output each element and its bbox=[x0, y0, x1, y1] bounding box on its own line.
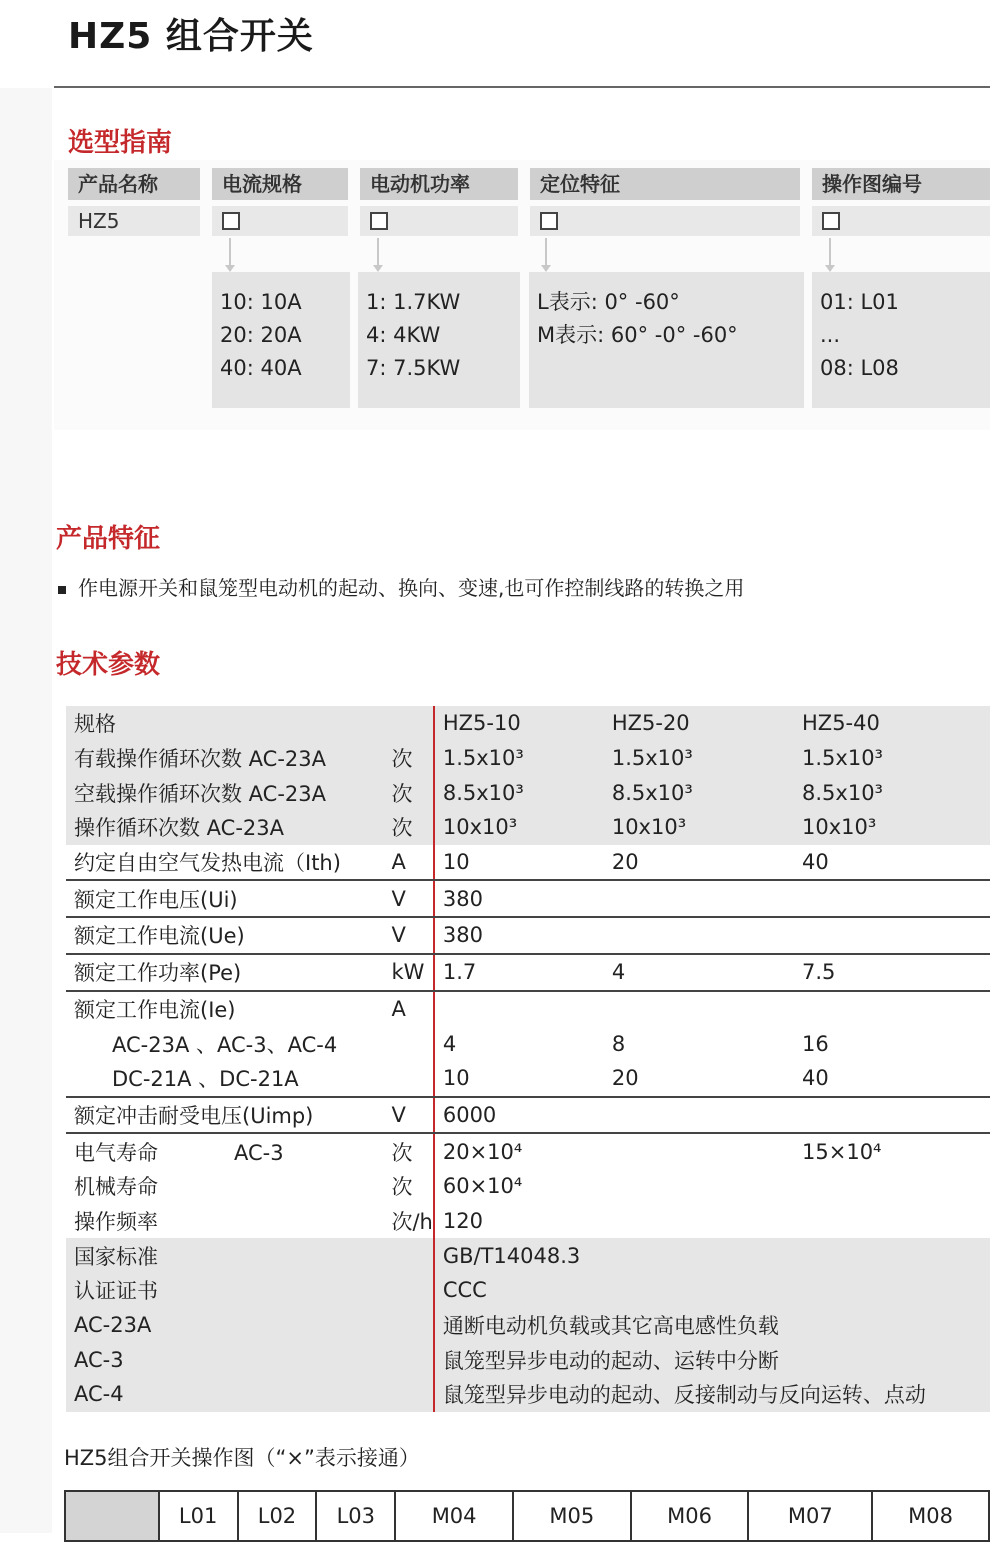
spec-value bbox=[604, 1133, 794, 1169]
option-item: 7: 7.5KW bbox=[366, 356, 461, 380]
operation-table bbox=[64, 1490, 990, 1542]
down-arrow-icon bbox=[829, 238, 831, 270]
spec-label: 空载操作循环次数 AC-23A bbox=[66, 775, 391, 810]
model-header: HZ5-20 bbox=[604, 706, 794, 741]
spec-value: 40 bbox=[794, 1061, 990, 1097]
spec-label-text: 电气寿命 bbox=[74, 1140, 158, 1165]
table-row bbox=[66, 1238, 990, 1273]
spec-value: 10x10³ bbox=[604, 810, 794, 845]
spec-value: CCC bbox=[434, 1273, 990, 1308]
spec-label: 操作频率 bbox=[74, 1209, 158, 1234]
spec-label: AC-23A 、AC-3、AC-4 bbox=[112, 1032, 338, 1057]
spec-unit bbox=[391, 1026, 433, 1061]
guide-header-power: 电动机功率 bbox=[360, 168, 518, 200]
model-header: HZ5-40 bbox=[794, 706, 990, 741]
option-item: M表示: 60° -0° -60° bbox=[537, 323, 738, 347]
spec-value: 15×10⁴ bbox=[802, 1139, 882, 1164]
spec-value bbox=[604, 880, 794, 917]
checkbox-placeholder-icon bbox=[370, 212, 388, 230]
spec-value bbox=[794, 1169, 990, 1204]
spec-value: 通断电动机负载或其它高电感性负载 bbox=[434, 1308, 990, 1343]
table-row bbox=[66, 1097, 990, 1134]
spec-label: 额定工作电流(Ue) bbox=[66, 917, 391, 954]
spec-value: 1.5x10³ bbox=[434, 741, 604, 776]
spec-value bbox=[604, 917, 794, 954]
spec-value: 4 bbox=[604, 954, 794, 991]
checkbox-placeholder-icon bbox=[540, 212, 558, 230]
down-arrow-icon bbox=[229, 238, 231, 270]
spec-value: 10 bbox=[434, 845, 604, 881]
spec-value bbox=[794, 917, 990, 954]
spec-unit bbox=[391, 1238, 433, 1273]
spec-unit: V bbox=[391, 917, 433, 954]
page-title: HZ5 组合开关 bbox=[68, 16, 314, 57]
spec-label: 操作循环次数 AC-23A bbox=[66, 810, 391, 845]
spec-value: 8.5x10³ bbox=[604, 775, 794, 810]
table-row bbox=[66, 1169, 990, 1204]
operation-header-row bbox=[65, 1491, 989, 1541]
spec-unit: 次 bbox=[391, 775, 433, 810]
spec-sublabel: AC-3 bbox=[234, 1140, 284, 1165]
guide-diagram-options bbox=[812, 272, 990, 408]
spec-unit: 次 bbox=[391, 810, 433, 845]
spec-label: 额定冲击耐受电压(Uimp) bbox=[66, 1097, 391, 1134]
table-header-row bbox=[66, 706, 990, 741]
guide-power-box bbox=[360, 206, 518, 236]
table-row bbox=[66, 917, 990, 954]
spec-unit: A bbox=[391, 845, 433, 881]
table-row bbox=[66, 954, 990, 991]
option-item: 20: 20A bbox=[220, 323, 302, 347]
table-row bbox=[66, 741, 990, 776]
tech-heading: 技术参数 bbox=[56, 650, 161, 680]
guide-current-options bbox=[212, 272, 350, 408]
table-row bbox=[66, 1133, 990, 1169]
option-item: 08: L08 bbox=[820, 356, 899, 380]
title-divider bbox=[54, 86, 990, 88]
spec-unit: 次/h bbox=[391, 1209, 433, 1234]
spec-unit bbox=[391, 1308, 433, 1343]
spec-unit: 次 bbox=[391, 741, 433, 776]
spec-label: 额定工作电压(Ui) bbox=[66, 880, 391, 917]
table-row bbox=[66, 810, 990, 845]
spec-value: 1.7 bbox=[434, 954, 604, 991]
spec-value: 16 bbox=[802, 1031, 829, 1056]
operation-corner-cell bbox=[65, 1491, 159, 1541]
spec-value: 20 bbox=[604, 1061, 794, 1097]
spec-value: 8.5x10³ bbox=[434, 775, 604, 810]
spec-unit bbox=[391, 1061, 433, 1097]
spec-value bbox=[794, 1204, 990, 1239]
option-item: L表示: 0° -60° bbox=[537, 290, 680, 314]
guide-heading: 选型指南 bbox=[68, 128, 173, 158]
table-row bbox=[66, 1273, 990, 1308]
spec-value: 10x10³ bbox=[794, 810, 990, 845]
guide-header-diagram: 操作图编号 bbox=[812, 168, 990, 200]
spec-label: 认证证书 bbox=[66, 1273, 391, 1308]
spec-value: 1.5x10³ bbox=[604, 741, 794, 776]
spec-label bbox=[66, 1133, 391, 1169]
option-item: 4: 4KW bbox=[366, 323, 441, 347]
spec-value: 20×10⁴ bbox=[434, 1133, 604, 1169]
spec-value: 7.5 bbox=[794, 954, 990, 991]
spec-unit bbox=[391, 1342, 433, 1377]
spec-value: 鼠笼型异步电动的起动、运转中分断 bbox=[434, 1342, 990, 1377]
table-row bbox=[66, 1308, 990, 1343]
spec-value: 20 bbox=[604, 845, 794, 881]
option-item: 40: 40A bbox=[220, 356, 302, 380]
operation-column-header: M08 bbox=[872, 1491, 989, 1541]
spec-label: AC-4 bbox=[66, 1377, 391, 1412]
spec-value bbox=[794, 991, 990, 1027]
spec-label: 国家标准 bbox=[66, 1238, 391, 1273]
option-item: 10: 10A bbox=[220, 290, 302, 314]
option-item: 1: 1.7KW bbox=[366, 290, 461, 314]
features-heading: 产品特征 bbox=[56, 524, 161, 554]
operation-column-header: L02 bbox=[238, 1491, 317, 1541]
spec-unit: V bbox=[391, 880, 433, 917]
spec-value: 380 bbox=[434, 917, 604, 954]
table-row bbox=[66, 1342, 990, 1377]
spec-label: 有载操作循环次数 AC-23A bbox=[66, 741, 391, 776]
guide-header-product: 产品名称 bbox=[68, 168, 200, 200]
checkbox-placeholder-icon bbox=[822, 212, 840, 230]
spec-value: 6000 bbox=[434, 1097, 604, 1134]
spec-value: 8.5x10³ bbox=[794, 775, 990, 810]
spec-value: 380 bbox=[434, 880, 604, 917]
table-row bbox=[66, 1026, 990, 1061]
spec-value: 1.5x10³ bbox=[794, 741, 990, 776]
spec-label: AC-23A bbox=[66, 1308, 391, 1343]
table-row bbox=[66, 991, 990, 1027]
spec-label: 规格 bbox=[66, 706, 391, 741]
spec-value: 8 bbox=[611, 1031, 626, 1056]
spec-label: AC-3 bbox=[66, 1342, 391, 1377]
guide-position-options bbox=[529, 272, 804, 408]
operation-column-header: L03 bbox=[316, 1491, 395, 1541]
table-row bbox=[66, 880, 990, 917]
option-item: ... bbox=[820, 323, 841, 347]
spec-label: 约定自由空气发热电流（Ith) bbox=[66, 845, 391, 881]
spec-unit: 次 bbox=[391, 1140, 413, 1165]
operation-caption: HZ5组合开关操作图（“×”表示接通） bbox=[64, 1446, 420, 1470]
guide-current-box bbox=[212, 206, 348, 236]
operation-column-header: M07 bbox=[748, 1491, 872, 1541]
spec-value: 60×10⁴ bbox=[434, 1169, 604, 1204]
guide-position-box bbox=[530, 206, 800, 236]
spec-unit: V bbox=[391, 1097, 433, 1134]
spec-unit bbox=[391, 706, 433, 741]
model-header: HZ5-10 bbox=[434, 706, 604, 741]
spec-value: 40 bbox=[794, 845, 990, 881]
spec-unit: A bbox=[391, 996, 406, 1021]
spec-value bbox=[604, 1204, 794, 1239]
spec-value: 120 bbox=[434, 1204, 604, 1239]
spec-value: 10x10³ bbox=[434, 810, 604, 845]
operation-column-header: M06 bbox=[631, 1491, 749, 1541]
spec-value bbox=[794, 1097, 990, 1134]
spec-unit: 次 bbox=[391, 1175, 413, 1200]
spec-unit bbox=[391, 1273, 433, 1308]
spec-table bbox=[66, 706, 990, 1412]
spec-label: DC-21A 、DC-21A bbox=[66, 1061, 391, 1097]
checkbox-placeholder-icon bbox=[222, 212, 240, 230]
table-row bbox=[66, 1377, 990, 1412]
spec-value bbox=[604, 1097, 794, 1134]
feature-text: 作电源开关和鼠笼型电动机的起动、换向、变速,也可作控制线路的转换之用 bbox=[78, 576, 745, 600]
guide-power-options bbox=[358, 272, 520, 408]
guide-header-position: 定位特征 bbox=[530, 168, 800, 200]
spec-label: 额定工作电流(Ie) bbox=[74, 997, 236, 1022]
spec-value: 鼠笼型异步电动的起动、反接制动与反向运转、点动 bbox=[434, 1377, 990, 1412]
operation-column-header: L01 bbox=[159, 1491, 238, 1541]
option-item: 01: L01 bbox=[820, 290, 899, 314]
guide-product-value: HZ5 bbox=[68, 206, 200, 236]
spec-value bbox=[604, 991, 794, 1027]
feature-item bbox=[58, 572, 744, 601]
spec-value bbox=[794, 880, 990, 917]
table-row bbox=[66, 1204, 990, 1239]
operation-column-header: M05 bbox=[513, 1491, 631, 1541]
spec-unit: kW bbox=[391, 954, 433, 991]
spec-value: 10 bbox=[434, 1061, 604, 1097]
guide-header-current: 电流规格 bbox=[212, 168, 348, 200]
down-arrow-icon bbox=[377, 238, 379, 270]
spec-value: GB/T14048.3 bbox=[434, 1238, 990, 1273]
table-row bbox=[66, 845, 990, 881]
bullet-icon bbox=[58, 586, 66, 594]
spec-value bbox=[434, 991, 604, 1027]
spec-value bbox=[604, 1169, 794, 1204]
spec-label: 额定工作功率(Pe) bbox=[66, 954, 391, 991]
guide-diagram-box bbox=[812, 206, 990, 236]
table-row bbox=[66, 1061, 990, 1097]
table-row bbox=[66, 775, 990, 810]
operation-column-header: M04 bbox=[395, 1491, 513, 1541]
left-margin-band bbox=[0, 88, 52, 1533]
spec-unit bbox=[391, 1377, 433, 1412]
spec-value: 4 bbox=[434, 1026, 604, 1061]
spec-label: 机械寿命 bbox=[74, 1175, 158, 1200]
down-arrow-icon bbox=[545, 238, 547, 270]
